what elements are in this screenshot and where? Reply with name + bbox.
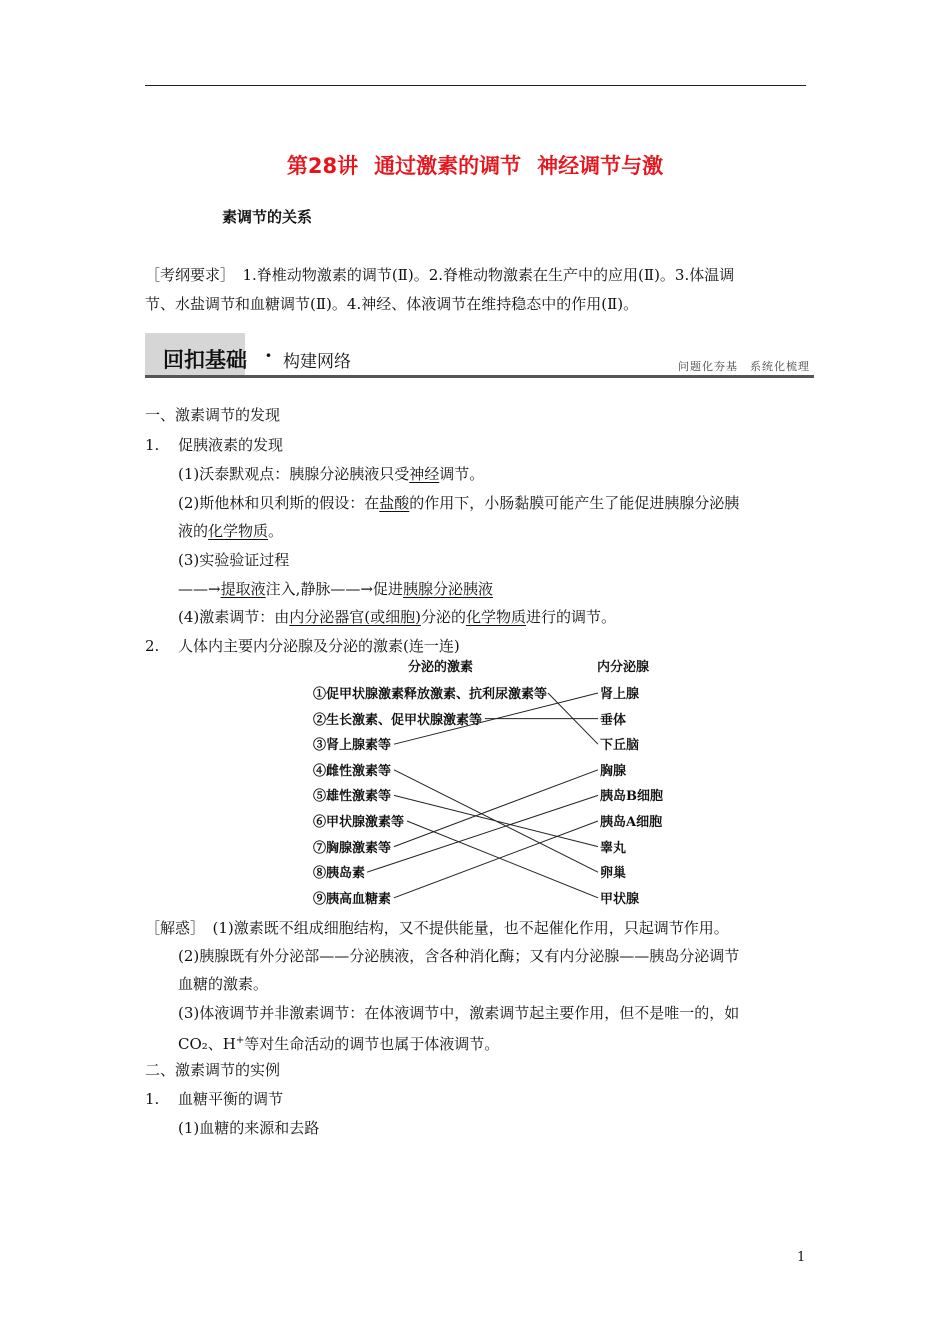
banner-main-text: 回扣基础: [163, 348, 247, 372]
hormone-item: ⑥甲状腺激素等: [313, 815, 405, 830]
hormone-item: ⑧胰岛素: [313, 866, 366, 882]
hormone-item: ⑦胸腺激素等: [313, 840, 392, 856]
hormone-item: ①促甲状腺激素释放激素、抗利尿激素等: [313, 687, 548, 702]
item2-number: 2.: [145, 637, 160, 655]
title-part1: 通过激素的调节: [374, 154, 522, 178]
p2b-pre: 液的: [178, 522, 209, 540]
section2-item1-number: 1.: [145, 1090, 160, 1108]
p4-mid: 分泌的: [420, 608, 466, 626]
matching-link-line: [394, 795, 598, 846]
note-line3: 血糖的激素。: [178, 975, 269, 993]
matching-link-line: [407, 821, 598, 898]
gland-item: 睾丸: [600, 840, 627, 856]
gland-item: 肾上腺: [600, 687, 640, 702]
requirements-line1: ［考纲要求］ 1.脊椎动物激素的调节(Ⅱ)。2.脊椎动物激素在生产中的应用(Ⅱ)。3.体温调: [145, 266, 735, 284]
p2-underlined: 盐酸: [379, 494, 410, 512]
p4-post: 进行的调节。: [526, 608, 617, 626]
gland-item: 卵巢: [600, 866, 627, 882]
section2-sub1: (1)血糖的来源和去路: [178, 1119, 320, 1137]
note-sup: +: [235, 1035, 245, 1046]
note-line5: [178, 1031, 499, 1054]
section1-heading: 一、激素调节的发现: [145, 406, 281, 424]
gland-item: 胸腺: [600, 763, 627, 779]
requirements-line2: 节、水盐调节和血糖调节(Ⅱ)。4.神经、体液调节在维持稳态中的作用(Ⅱ)。: [145, 295, 639, 313]
flow-result: 胰腺分泌胰液: [402, 580, 493, 598]
flow-mid: 注入,静脉——→促进: [265, 580, 403, 598]
banner-sub-text: 构建网络: [283, 352, 351, 372]
page-number: 1: [797, 1250, 806, 1265]
p1-underlined: 神经: [409, 465, 440, 483]
p1-pre: (1)沃泰默观点：胰腺分泌胰液只受: [178, 465, 410, 483]
title-part2: 神经调节与激: [537, 154, 664, 178]
banner-dot: ·: [265, 343, 272, 367]
p4-underlined1: 内分泌器官(或细胞): [289, 608, 421, 626]
matching-link-line: [394, 770, 598, 847]
item1-number: 1.: [145, 436, 160, 454]
note-line1: ［解惑］ (1)激素既不组成细胞结构，又不提供能量，也不起催化作用，只起调节作用。: [145, 919, 729, 937]
flow-extract: 提取液: [220, 580, 266, 598]
banner-right-text: 问题化夯基 系统化梳理: [678, 360, 810, 373]
item1-title: 促胰液素的发现: [178, 436, 284, 454]
section2-item1-title: 血糖平衡的调节: [178, 1090, 284, 1108]
note-co2: CO₂、H: [178, 1035, 236, 1053]
page-subtitle: 素调节的关系: [222, 208, 313, 226]
hormone-item: ④雌性激素等: [313, 763, 392, 779]
matching-right-header: 内分泌腺: [597, 660, 650, 675]
p4-pre: (4)激素调节：由: [178, 608, 290, 626]
section2-heading: 二、激素调节的实例: [145, 1061, 281, 1079]
item1-point3: (3)实验验证过程: [178, 551, 290, 569]
gland-item: 下丘脑: [600, 738, 640, 754]
p4-underlined2: 化学物质: [465, 608, 526, 626]
p2b-post: 。: [268, 522, 284, 540]
note-rest: 等对生命活动的调节也属于体液调节。: [244, 1035, 500, 1053]
hormone-item: ③肾上腺素等: [313, 738, 392, 754]
note-line4: (3)体液调节并非激素调节：在体液调节中，激素调节起主要作用，但不是唯一的，如: [178, 1004, 740, 1022]
p2-pre: (2)斯他林和贝利斯的假设：在: [178, 494, 380, 512]
hormone-item: ②生长激素、促甲状腺激素等: [313, 712, 483, 728]
gland-item: 胰岛B细胞: [600, 789, 663, 805]
flow-arrow1: ——→: [178, 580, 221, 598]
title-lecture: 第28讲: [286, 154, 359, 178]
hormone-item: ⑨胰高血糖素: [313, 891, 392, 907]
gland-item: 甲状腺: [600, 891, 640, 907]
hormone-item: ⑤雄性激素等: [313, 789, 392, 805]
matching-left-header: 分泌的激素: [408, 660, 474, 675]
note-line2: (2)胰腺既有外分泌部——分泌胰液，含各种消化酶；又有内分泌腺——胰岛分泌调节: [178, 947, 740, 965]
gland-item: 垂体: [600, 712, 627, 728]
p2-post: 的作用下，小肠黏膜可能产生了能促进胰腺分泌胰: [409, 494, 740, 512]
matching-link-line: [394, 821, 598, 898]
p1-post: 调节。: [439, 465, 485, 483]
gland-item: 胰岛A细胞: [600, 815, 663, 830]
p2b-underlined: 化学物质: [208, 522, 269, 540]
item2-title: 人体内主要内分泌腺及分泌的激素(连一连): [178, 637, 460, 655]
